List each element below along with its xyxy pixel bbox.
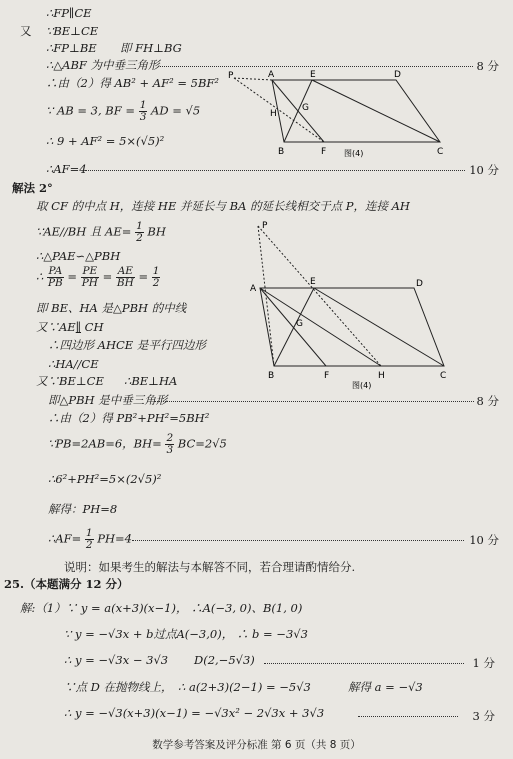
score-8-a: 8 分: [476, 59, 499, 73]
line-s4b: ∴ a(2+3)(2−1) = −5√3: [178, 680, 311, 694]
fraction-one-half: $\frac{1}{2}$: [136, 220, 143, 244]
line-parallelogram: ∴四边形 AHCE 是平行四边形: [48, 338, 206, 352]
note-line: 说明：如果考生的解法与本解答不同，若合理请酌情给分.: [64, 560, 356, 574]
ab-bf-text: ∵ AB = 3, BF =: [46, 103, 136, 118]
segment-be-2: [274, 288, 314, 366]
score-3: 3 分: [472, 709, 495, 723]
fraction-half-ph: $\frac{1}{2}$: [85, 527, 93, 551]
line-s2: ∵ y = −√3x + b过点A(−3,0)， ∴ b = −3√3: [64, 627, 308, 641]
line-fp-parallel-ce: ∴FP∥CE: [46, 6, 92, 20]
score-dots: [264, 663, 464, 664]
score-8-b: 8 分: [476, 394, 499, 408]
label-d: D: [394, 70, 401, 80]
segment-pa-dotted: [234, 78, 272, 80]
fraction-two-thirds: $\frac{2}{3}$: [166, 432, 174, 456]
line-s5: ∴ y = −√3(x+3)(x−1) = −√3x² − 2√3x + 3√3: [64, 706, 325, 720]
line-six-squared: ∴6²+PH²=5×(2√5)²: [48, 472, 162, 486]
label-you: 又: [20, 24, 32, 38]
fraction-pa-pb: $\frac{PA}{PB}$: [47, 265, 63, 289]
line-fh-perp-bg: 即 FH⊥BG: [120, 41, 182, 55]
line-ae-parallel-bh: [36, 221, 166, 244]
score-dots: [154, 401, 474, 402]
ad-value: AD = √5: [151, 103, 201, 118]
label-c-2: C: [440, 371, 447, 381]
label-a: A: [268, 70, 275, 80]
line-pb-bh: ∵PB=2AB=6，BH= $\frac{2}{3}$ BC=2√5: [48, 432, 227, 456]
fraction-pe-ph: $\frac{PE}{PH}$: [81, 265, 98, 289]
line-ratio: ∴ $\frac{PA}{PB}$ = $\frac{PE}{PH}$ = $\frac{AE}{BH}$ = $\frac{1}{2}$: [36, 265, 160, 289]
figure-caption: 图(4): [344, 149, 364, 158]
score-1: 1 分: [472, 656, 495, 670]
label-d-2: D: [416, 279, 423, 289]
line-s4a: ∵点 D 在抛物线上，: [64, 680, 173, 694]
line-ab-bf: [46, 100, 200, 123]
label-h: H: [270, 109, 277, 119]
line-take-midpoint: 取 CF 的中点 H，连接 HE 并延长与 BA 的延长线相交于点 P，连接 AH: [36, 199, 410, 213]
line-be-perp-ce-2: 又∵BE⊥CE: [36, 374, 104, 388]
label-f-2: F: [324, 371, 330, 381]
label-f: F: [321, 147, 327, 157]
label-b-2: B: [268, 371, 275, 381]
figure-caption-2: 图(4): [352, 381, 372, 390]
score-10-a: 10 分: [469, 163, 499, 177]
line-be-perp-ha: ∴BE⊥HA: [124, 374, 178, 388]
line-ha-parallel-ce: ∴HA//CE: [48, 357, 99, 371]
line-nine-plus: ∴ 9 + AF² = 5×(√5)²: [46, 134, 165, 148]
label-p: P: [228, 71, 234, 81]
label-h-2: H: [378, 371, 385, 381]
parallelogram-abcd-2: [260, 288, 444, 366]
score-dots: [85, 170, 465, 171]
line-similar-triangles: ∴△PAE∽△PBH: [36, 249, 121, 263]
line-pbh-triangle: 即△PBH 是中垂三角形: [48, 393, 168, 407]
label-c: C: [437, 147, 444, 157]
line-af-4-b: ∴AF= $\frac{1}{2}$ PH=4: [48, 527, 132, 551]
label-g: G: [302, 103, 309, 113]
line-ph-8: 解得：PH=8: [48, 502, 118, 516]
question-25-title: 25.（本题满分 12 分）: [4, 577, 129, 591]
score-dots: [358, 716, 458, 717]
segment-ec: [312, 80, 440, 142]
label-p-2: P: [262, 221, 268, 231]
line-s1: 解:（1）∵ y = a(x+3)(x−1)， ∴A(−3, 0)、B(1, 0): [20, 601, 303, 615]
figure-top: [226, 66, 450, 158]
line-fp-perp-be: ∴FP⊥BE: [46, 41, 97, 55]
line-s3a: ∴ y = −√3x − 3√3: [64, 653, 169, 667]
fraction-half: $\frac{1}{2}$: [152, 265, 160, 289]
score-dots: [132, 540, 464, 541]
line-medians: 即 BE、HA 是△PBH 的中线: [36, 301, 187, 315]
label-e: E: [310, 70, 316, 80]
fraction-one-third: $\frac{1}{3}$: [139, 99, 147, 123]
ae-parallel-text: ∵AE//BH 且 AE=: [36, 224, 132, 239]
segment-ph-dotted: [258, 226, 381, 366]
figure-mid: [244, 216, 456, 392]
label-a-2: A: [250, 284, 257, 294]
fraction-ae-bh: $\frac{AE}{BH}$: [116, 265, 134, 289]
solution-2-title: 解法 2°: [12, 181, 53, 195]
segment-ec-2: [314, 288, 444, 366]
line-ae-eq-ch: 又∵AE∥ CH: [36, 320, 104, 334]
line-s3b: D(2,−5√3): [194, 653, 255, 667]
bh-text: BH: [147, 224, 166, 239]
segment-ah: [260, 288, 381, 366]
line-be-perp-ce: ∵BE⊥CE: [46, 24, 99, 38]
page-footer: 数学参考答案及评分标准 第 6 页（共 8 页）: [152, 739, 361, 751]
line-af-4-a: ∴AF=4: [46, 162, 87, 176]
line-s4c: 解得 a = −√3: [348, 680, 423, 694]
parallelogram-abcd: [272, 80, 440, 142]
line-pb-ph-bh: ∴由（2）得 PB²+PH²=5BH²: [48, 411, 210, 425]
label-b: B: [278, 147, 285, 157]
label-e-2: E: [310, 277, 316, 287]
line-abf-triangle: ∴△ABF 为中垂三角形: [46, 58, 160, 72]
line-from-2: ∴由（2）得 AB² + AF² = 5BF²: [46, 76, 219, 90]
label-g-2: G: [296, 319, 303, 329]
score-10-b: 10 分: [469, 533, 499, 547]
